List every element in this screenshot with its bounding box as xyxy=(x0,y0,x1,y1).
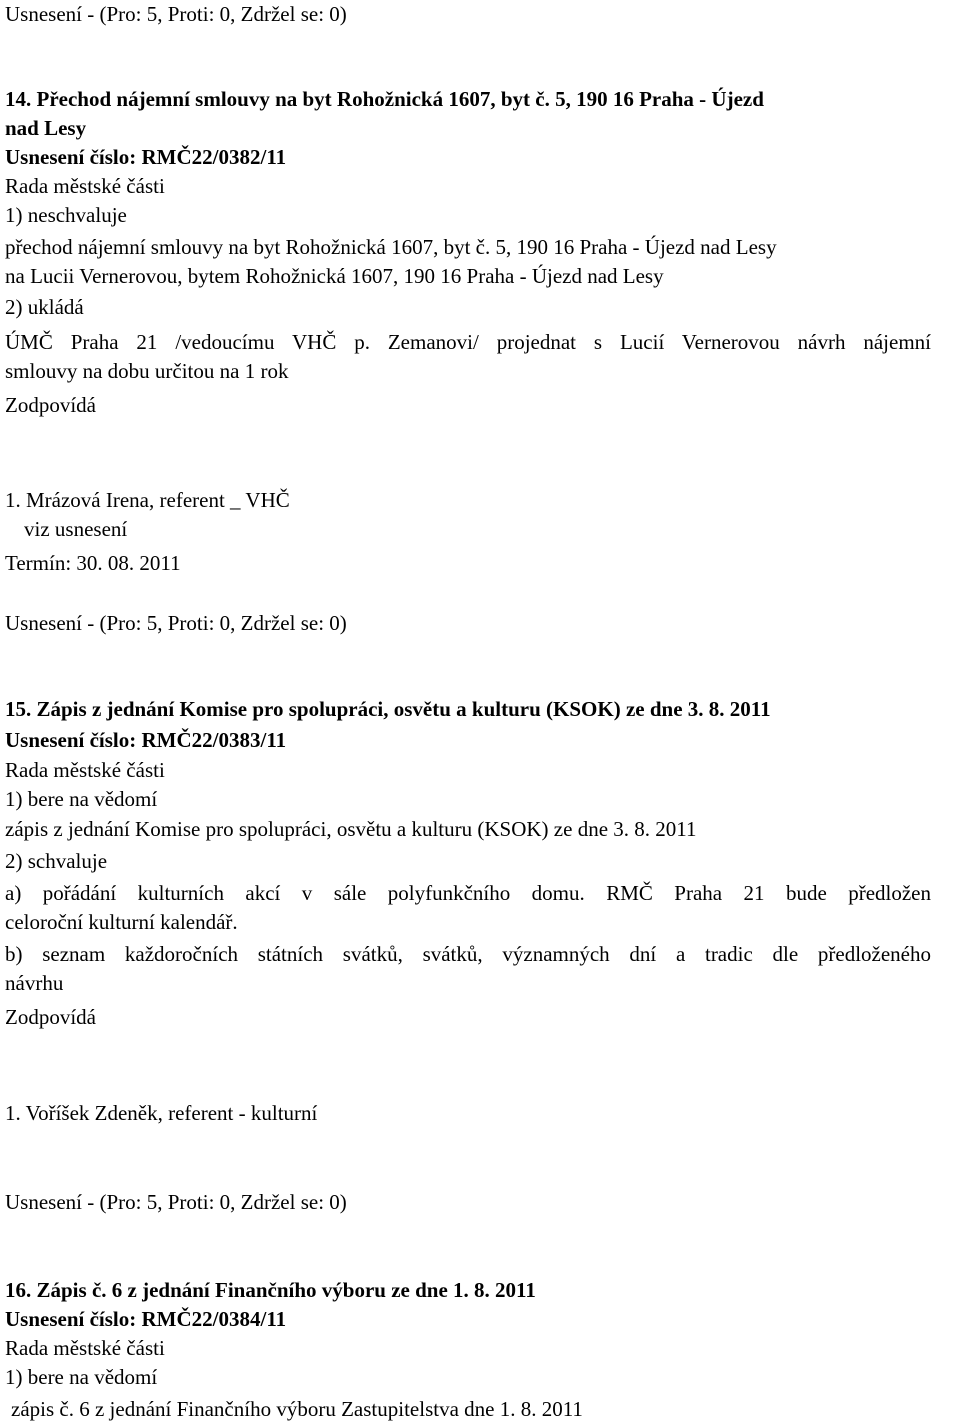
resolution-number: Usnesení číslo: RMČ22/0383/11 xyxy=(5,728,287,752)
point-text: smlouvy na dobu určitou na 1 rok xyxy=(5,359,289,383)
point-text: na Lucii Vernerovou, bytem Rohožnická 1607, 190 16 Praha - Újezd nad Lesy xyxy=(5,264,664,288)
item-16-heading: 16. Zápis č. 6 z jednání Finančního výboru ze dne 1. 8. 2011 xyxy=(5,1278,536,1302)
point-text: a) pořádání kulturních akcí v sále polyfunkčního domu. RMČ Praha 21 bude předložen xyxy=(5,881,931,905)
vote-result: Usnesení - (Pro: 5, Proti: 0, Zdržel se: 0) xyxy=(5,611,347,635)
point-text: b) seznam každoročních státních svátků, svátků, významných dní a tradic dle předloženého xyxy=(5,942,931,966)
responsible-label: Zodpovídá xyxy=(5,393,96,417)
point-text: návrhu xyxy=(5,971,64,995)
resolution-number: Usnesení číslo: RMČ22/0382/11 xyxy=(5,145,287,169)
item-14-heading-cont: nad Lesy xyxy=(5,116,87,140)
resolution-number: Usnesení číslo: RMČ22/0384/11 xyxy=(5,1307,287,1331)
point-label: 1) bere na vědomí xyxy=(5,1365,158,1389)
point-text: celoroční kulturní kalendář. xyxy=(5,910,238,934)
point-text: zápis z jednání Komise pro spolupráci, osvětu a kulturu (KSOK) ze dne 3. 8. 2011 xyxy=(5,817,697,841)
point-label: 2) schvaluje xyxy=(5,849,108,873)
responsible-person: 1. Voříšek Zdeněk, referent - kulturní xyxy=(5,1101,318,1125)
vote-result: Usnesení - (Pro: 5, Proti: 0, Zdržel se: 0) xyxy=(5,2,347,26)
point-text: ÚMČ Praha 21 /vedoucímu VHČ p. Zemanovi/ projednat s Lucií Vernerovou návrh nájemní xyxy=(5,330,931,354)
point-text: zápis č. 6 z jednání Finančního výboru Zastupitelstva dne 1. 8. 2011 xyxy=(11,1397,583,1421)
item-15-heading: 15. Zápis z jednání Komise pro spolupráci, osvětu a kulturu (KSOK) ze dne 3. 8. 2011 xyxy=(5,697,771,721)
deadline: Termín: 30. 08. 2011 xyxy=(5,551,181,575)
council-label: Rada městské části xyxy=(5,758,165,782)
council-label: Rada městské části xyxy=(5,174,165,198)
point-label: 2) ukládá xyxy=(5,295,84,319)
vote-result: Usnesení - (Pro: 5, Proti: 0, Zdržel se: 0) xyxy=(5,1190,347,1214)
point-text: přechod nájemní smlouvy na byt Rohožnická 1607, byt č. 5, 190 16 Praha - Újezd nad Lesy xyxy=(5,235,777,259)
see-resolution: viz usnesení xyxy=(24,517,128,541)
council-label: Rada městské části xyxy=(5,1336,165,1360)
responsible-person: 1. Mrázová Irena, referent _ VHČ xyxy=(5,488,290,512)
point-label: 1) bere na vědomí xyxy=(5,787,158,811)
responsible-label: Zodpovídá xyxy=(5,1005,96,1029)
point-label: 1) neschvaluje xyxy=(5,203,127,227)
item-14-heading: 14. Přechod nájemní smlouvy na byt Rohožnická 1607, byt č. 5, 190 16 Praha - Újezd xyxy=(5,87,764,111)
